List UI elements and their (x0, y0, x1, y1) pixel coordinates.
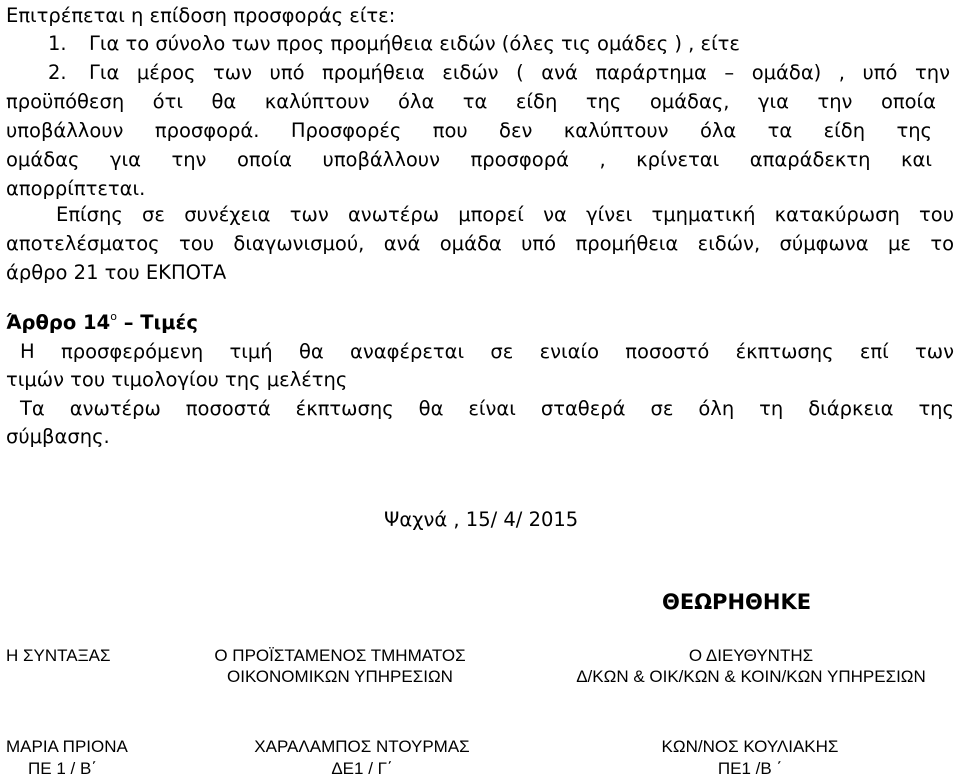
section-head-name: ΧΑΡΑΛΑΜΠΟΣ ΝΤΟΥΡΜΑΣ (254, 737, 470, 756)
author-rank: ΠΕ 1 / Β΄ (28, 759, 97, 778)
article-heading-title: – Τιμές (116, 311, 198, 334)
item-1-text: Για το σύνολο των προς προμήθεια ειδών (όλες τις ομάδες ) , είτε (89, 32, 740, 55)
item-2-line-2: προϋπόθεση ότι θα καλύπτουν όλα τα είδη της ομάδας, για την οποία (6, 90, 936, 113)
item-2-number: 2. (48, 61, 67, 84)
item-2-line-5: απορρίπτεται. (6, 177, 146, 200)
author-name: ΜΑΡΙΑ ΠΡΙΟΝΑ (6, 737, 128, 756)
intro-text: Επιτρέπεται η επίδοση προσφοράς είτε: (6, 4, 396, 27)
article-heading-superscript: ο (110, 310, 117, 323)
item-1-number: 1. (48, 32, 67, 55)
section-head-role-line-2: ΟΙΚΟΝΟΜΙΚΩΝ ΥΠΗΡΕΣΙΩΝ (227, 667, 453, 686)
article-heading (6, 311, 198, 335)
section-head-role-line-1: Ο ΠΡΟΪΣΤΑΜΕΝΟΣ ΤΜΗΜΑΤΟΣ (214, 646, 466, 665)
item-2-line-3: υποβάλλουν προσφορά. Προσφορές που δεν καλύπτουν όλα τα είδη της (6, 119, 932, 142)
director-name: ΚΩΝ/ΝΟΣ ΚΟΥΛΙΑΚΗΣ (661, 737, 839, 756)
item-2-line-4: ομάδας για την οποία υποβάλλουν προσφορά , κρίνεται απαράδεκτη και (6, 148, 932, 171)
partial-award-line-1: Επίσης σε συνέχεια των ανωτέρω μπορεί να γίνει τμηματική κατακύρωση του (56, 203, 954, 226)
article-para1-line-1: Η προσφερόμενη τιμή θα αναφέρεται σε ενιαίο ποσοστό έκπτωσης επί των (20, 340, 954, 363)
director-rank: ΠΕ1 /Β ΄ (717, 759, 783, 778)
article-para2-line-2: σύμβασης. (6, 425, 110, 448)
article-para1-line-2: τιμών του τιμολογίου της μελέτης (6, 368, 348, 391)
director-role-line-2: Δ/ΚΩΝ & ΟΙΚ/ΚΩΝ & ΚΟΙΝ/ΚΩΝ ΥΠΗΡΕΣΙΩΝ (576, 667, 926, 686)
approved-label: ΘΕΩΡΗΘΗΚΕ (662, 590, 812, 614)
article-para2-line-1: Τα ανωτέρω ποσοστά έκπτωσης θα είναι σταθερά σε όλη τη διάρκεια της (20, 397, 954, 420)
partial-award-line-2: αποτελέσματος του διαγωνισμού, ανά ομάδα υπό προμήθεια ειδών, σύμφωνα με το (6, 232, 954, 255)
place-date: Ψαχνά , 15/ 4/ 2015 (384, 508, 579, 531)
author-role: Η ΣΥΝΤΑΞΑΣ (6, 646, 111, 665)
partial-award-line-3: άρθρο 21 του ΕΚΠΟΤΑ (6, 261, 227, 284)
director-role-line-1: Ο ΔΙΕΥΘΥΝΤΗΣ (688, 646, 814, 665)
article-heading-prefix: Άρθρο 14 (6, 311, 111, 334)
item-2-line-1: Για μέρος των υπό προμήθεια ειδών ( ανά παράρτημα – ομάδα) , υπό την (89, 61, 950, 84)
section-head-rank: ΔΕ1 / Γ΄ (331, 759, 393, 778)
